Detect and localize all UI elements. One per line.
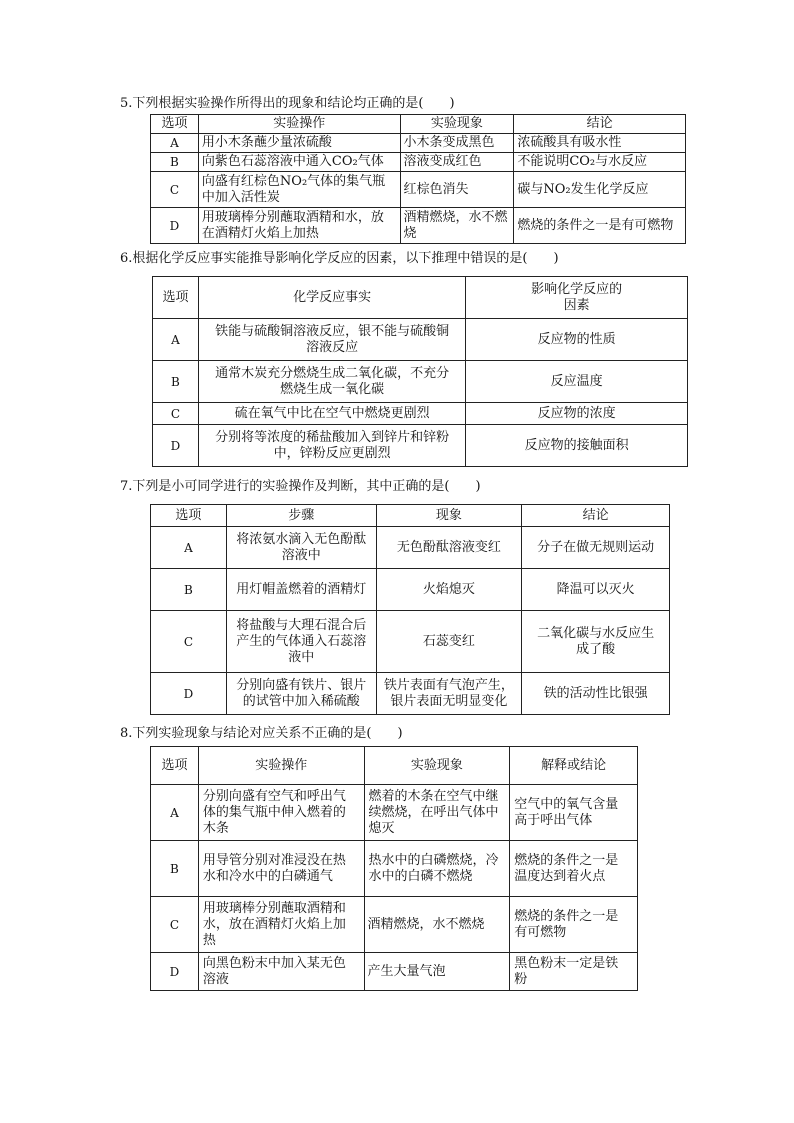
table-cell: 燃烧的条件之一是有可燃物 <box>514 208 686 244</box>
header-cell: 实验现象 <box>400 115 514 134</box>
table-cell: 用灯帽盖燃着的酒精灯 <box>226 569 376 611</box>
header-cell: 选项 <box>151 505 227 527</box>
option-cell: C <box>151 897 199 953</box>
header-cell: 结论 <box>522 505 670 527</box>
table-cell: 向黑色粉末中加入某无色溶液 <box>198 953 364 991</box>
table-row <box>153 361 688 403</box>
option-cell: B <box>151 841 199 897</box>
table-row <box>151 172 686 208</box>
table-cell: 浓硫酸具有吸水性 <box>514 134 686 153</box>
question-5-table <box>150 114 686 244</box>
header-cell: 影响化学反应的因素 <box>466 277 688 319</box>
question-6-table <box>152 276 688 467</box>
question-5-stem: 5.下列根据实验操作所得出的现象和结论均正确的是( ) <box>120 96 455 111</box>
table-row <box>151 134 686 153</box>
option-cell: D <box>153 425 199 467</box>
table-row <box>153 319 688 361</box>
table-cell: 分别向盛有空气和呼出气体的集气瓶中伸入燃着的木条 <box>198 785 364 841</box>
table-header-row <box>153 277 688 319</box>
table-row <box>151 569 670 611</box>
question-8-table <box>150 746 638 991</box>
table-cell: 燃烧的条件之一是有可燃物 <box>510 897 638 953</box>
table-cell: 燃烧的条件之一是温度达到着火点 <box>510 841 638 897</box>
table-cell: 石蕊变红 <box>376 611 522 673</box>
table-cell: 火焰熄灭 <box>376 569 522 611</box>
table-cell: 反应物的性质 <box>466 319 688 361</box>
option-cell: D <box>151 208 199 244</box>
table-row <box>151 527 670 569</box>
header-cell: 实验操作 <box>198 747 364 785</box>
header-cell: 选项 <box>153 277 199 319</box>
table-row <box>151 841 638 897</box>
table-cell: 反应物的接触面积 <box>466 425 688 467</box>
table-cell: 用玻璃棒分别蘸取酒精和水，放在酒精灯火焰上加热 <box>198 208 400 244</box>
table-cell: 分子在做无规则运动 <box>522 527 670 569</box>
header-cell: 实验现象 <box>364 747 510 785</box>
table-row <box>151 897 638 953</box>
option-cell: B <box>151 153 199 172</box>
table-cell: 溶液变成红色 <box>400 153 514 172</box>
option-cell: C <box>153 403 199 425</box>
header-cell: 解释或结论 <box>510 747 638 785</box>
table-cell: 热水中的白磷燃烧，冷水中的白磷不燃烧 <box>364 841 510 897</box>
table-cell: 用玻璃棒分别蘸取酒精和水，放在酒精灯火焰上加热 <box>198 897 364 953</box>
table-cell: 不能说明CO₂与水反应 <box>514 153 686 172</box>
question-8-stem: 8.下列实验现象与结论对应关系不正确的是( ) <box>120 726 403 741</box>
table-row <box>151 208 686 244</box>
option-cell: A <box>153 319 199 361</box>
table-cell: 铁片表面有气泡产生，银片表面无明显变化 <box>376 673 522 715</box>
header-cell: 选项 <box>151 747 199 785</box>
table-cell: 降温可以灭火 <box>522 569 670 611</box>
table-header-row <box>151 747 638 785</box>
table-row <box>151 673 670 715</box>
table-cell: 红棕色消失 <box>400 172 514 208</box>
table-cell: 黑色粉末一定是铁粉 <box>510 953 638 991</box>
table-row <box>151 953 638 991</box>
table-cell: 通常木炭充分燃烧生成二氧化碳，不充分燃烧生成一氧化碳 <box>198 361 465 403</box>
option-cell: A <box>151 134 199 153</box>
table-cell: 小木条变成黑色 <box>400 134 514 153</box>
table-header-row <box>151 505 670 527</box>
question-6-stem: 6.根据化学反应事实能推导影响化学反应的因素，以下推理中错误的是( ) <box>120 251 559 266</box>
table-cell: 无色酚酞溶液变红 <box>376 527 522 569</box>
table-cell: 用导管分别对准浸没在热水和冷水中的白磷通气 <box>198 841 364 897</box>
table-row <box>153 425 688 467</box>
table-cell: 碳与NO₂发生化学反应 <box>514 172 686 208</box>
table-header-row <box>151 115 686 134</box>
header-cell: 选项 <box>151 115 199 134</box>
table-cell: 分别向盛有铁片、银片的试管中加入稀硫酸 <box>226 673 376 715</box>
table-cell: 产生大量气泡 <box>364 953 510 991</box>
table-row <box>151 611 670 673</box>
header-cell: 现象 <box>376 505 522 527</box>
header-cell: 化学反应事实 <box>198 277 465 319</box>
option-cell: D <box>151 953 199 991</box>
option-cell: B <box>153 361 199 403</box>
table-cell: 酒精燃烧，水不燃烧 <box>400 208 514 244</box>
option-cell: A <box>151 527 227 569</box>
table-cell: 将盐酸与大理石混合后产生的气体通入石蕊溶液中 <box>226 611 376 673</box>
header-cell: 实验操作 <box>198 115 400 134</box>
header-cell: 结论 <box>514 115 686 134</box>
option-cell: A <box>151 785 199 841</box>
option-cell: C <box>151 611 227 673</box>
table-cell: 将浓氨水滴入无色酚酞溶液中 <box>226 527 376 569</box>
table-cell: 向盛有红棕色NO₂气体的集气瓶中加入活性炭 <box>198 172 400 208</box>
question-7-stem: 7.下列是小可同学进行的实验操作及判断，其中正确的是( ) <box>120 479 481 494</box>
option-cell: B <box>151 569 227 611</box>
table-cell: 反应物的浓度 <box>466 403 688 425</box>
table-cell: 燃着的木条在空气中继续燃烧，在呼出气体中熄灭 <box>364 785 510 841</box>
option-cell: C <box>151 172 199 208</box>
table-cell: 用小木条蘸少量浓硫酸 <box>198 134 400 153</box>
table-row <box>153 403 688 425</box>
question-7-table <box>150 504 670 715</box>
table-cell: 硫在氧气中比在空气中燃烧更剧烈 <box>198 403 465 425</box>
table-cell: 反应温度 <box>466 361 688 403</box>
table-cell: 铁能与硫酸铜溶液反应，银不能与硫酸铜溶液反应 <box>198 319 465 361</box>
header-cell: 步骤 <box>226 505 376 527</box>
option-cell: D <box>151 673 227 715</box>
table-cell: 铁的活动性比银强 <box>522 673 670 715</box>
table-row <box>151 153 686 172</box>
table-cell: 空气中的氧气含量高于呼出气体 <box>510 785 638 841</box>
table-cell: 二氧化碳与水反应生成了酸 <box>522 611 670 673</box>
table-cell: 向紫色石蕊溶液中通入CO₂气体 <box>198 153 400 172</box>
table-cell: 分别将等浓度的稀盐酸加入到锌片和锌粉中，锌粉反应更剧烈 <box>198 425 465 467</box>
table-row <box>151 785 638 841</box>
table-cell: 酒精燃烧，水不燃烧 <box>364 897 510 953</box>
